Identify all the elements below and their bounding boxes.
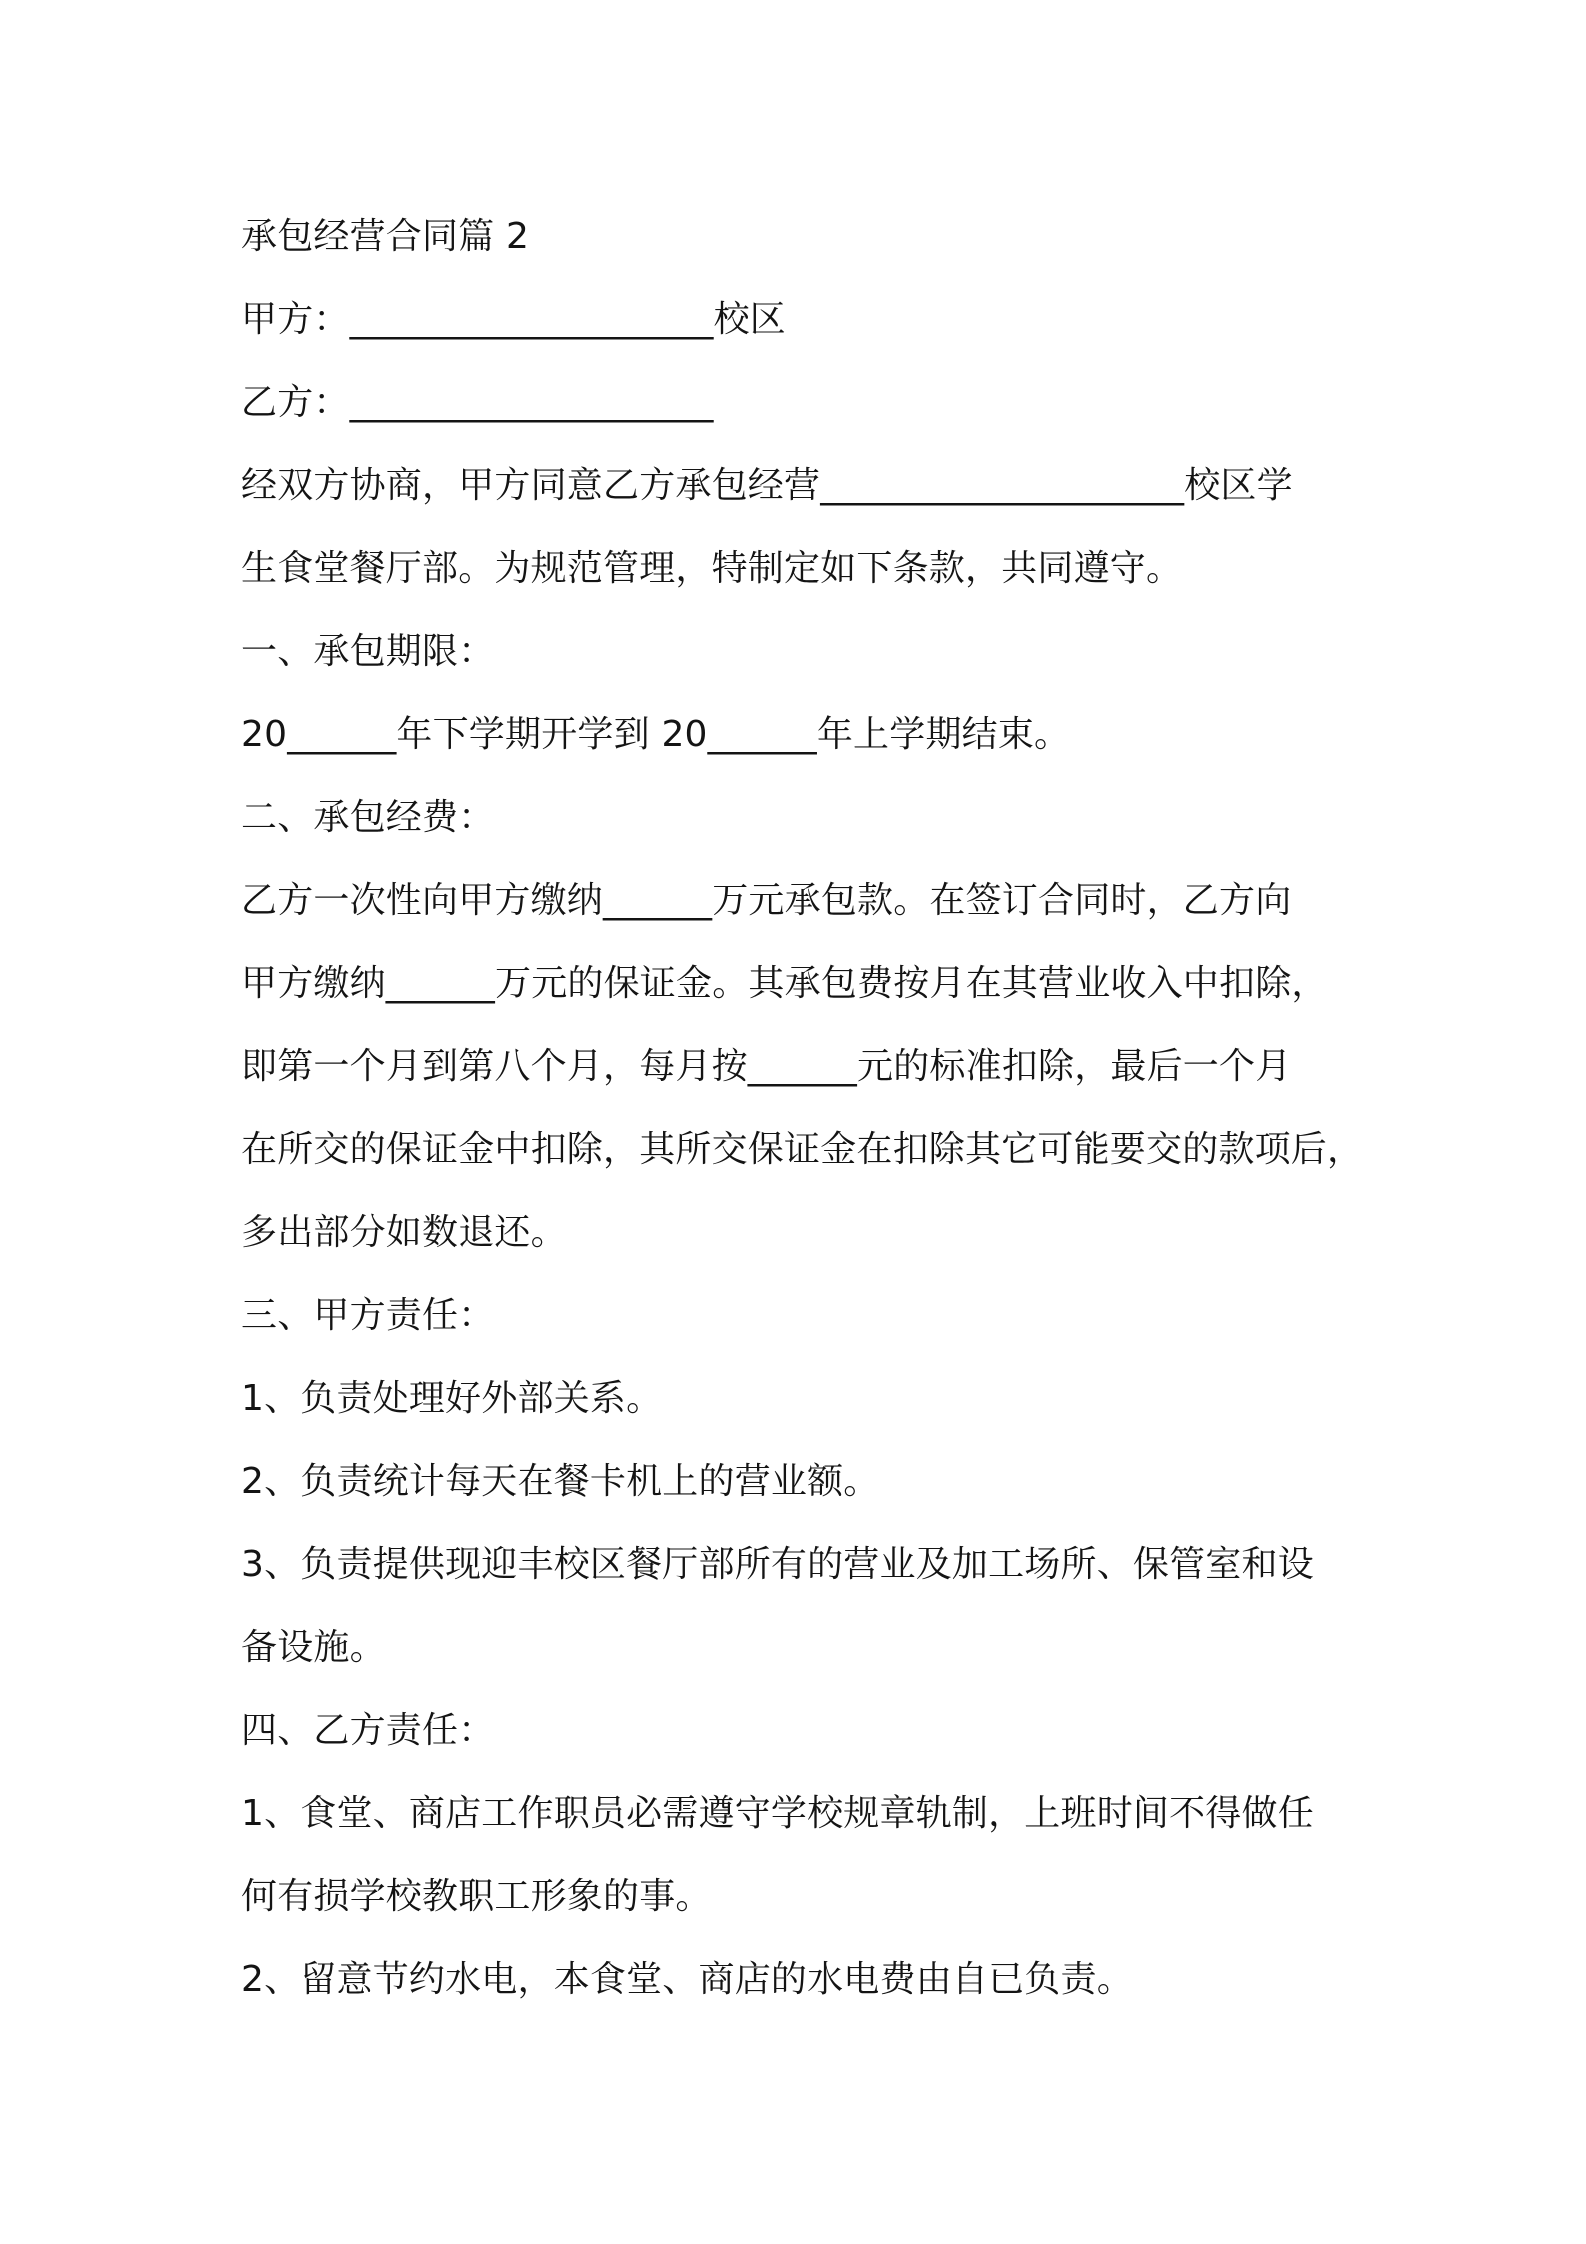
intro-line-2: 生食堂餐厅部。为规范管理，特制定如下条款，共同遵守。 [241, 548, 1183, 589]
section-4-heading: 四、乙方责任： [241, 1710, 495, 1751]
section-3-line-1: 1、负责处理好外部关系。 [241, 1378, 663, 1419]
section-2-line-5: 多出部分如数退还。 [241, 1212, 567, 1253]
section-2-line-2: 甲方缴纳______万元的保证金。其承包费按月在其营业收入中扣除， [241, 963, 1328, 1004]
section-3-line-2: 2、负责统计每天在餐卡机上的营业额。 [241, 1461, 880, 1502]
party-a-line: 甲方：____________________校区 [241, 299, 786, 340]
section-1-heading: 一、承包期限： [241, 631, 495, 672]
section-4-line-3: 2、留意节约水电，本食堂、商店的水电费由自已负责。 [241, 1959, 1133, 2000]
section-3-heading: 三、甲方责任： [241, 1295, 495, 1336]
document-title: 承包经营合同篇 2 [241, 216, 530, 257]
section-4-line-2: 何有损学校教职工形象的事。 [241, 1876, 712, 1917]
section-4-line-1: 1、食堂、商店工作职员必需遵守学校规章轨制，上班时间不得做任 [241, 1793, 1314, 1834]
contract-body [241, 195, 1381, 2021]
section-2-line-4: 在所交的保证金中扣除，其所交保证金在扣除其它可能要交的款项后， [241, 1129, 1364, 1170]
intro-line-1: 经双方协商，甲方同意乙方承包经营____________________校区学 [241, 465, 1293, 506]
section-2-line-3: 即第一个月到第八个月，每月按______元的标准扣除，最后一个月 [241, 1046, 1292, 1087]
section-2-heading: 二、承包经费： [241, 797, 495, 838]
section-2-line-1: 乙方一次性向甲方缴纳______万元承包款。在签订合同时，乙方向 [241, 880, 1292, 921]
section-1-line-1: 20______年下学期开学到 20______年上学期结束。 [241, 714, 1071, 755]
party-b-line: 乙方：____________________ [241, 382, 714, 423]
section-3-line-4: 备设施。 [241, 1627, 386, 1668]
section-3-line-3: 3、负责提供现迎丰校区餐厅部所有的营业及加工场所、保管室和设 [241, 1544, 1314, 1585]
